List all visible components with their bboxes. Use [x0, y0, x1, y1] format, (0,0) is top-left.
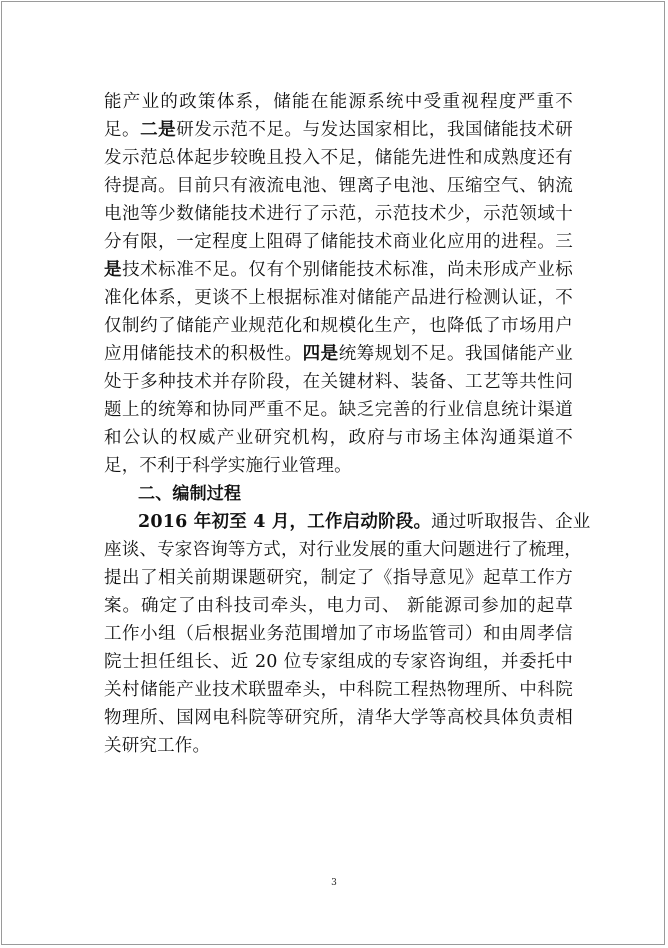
text-line: 和公认的权威产业研究机构，政府与市场主体沟通渠道不: [104, 428, 573, 448]
page-number: 3: [331, 878, 337, 888]
text-line: [104, 340, 573, 368]
text-run: 统筹规划不足。我国储能产业: [338, 344, 574, 364]
page-body: [104, 88, 591, 760]
section-heading: 二、编制过程: [138, 484, 242, 504]
text-line: [104, 256, 573, 284]
text-line: 能产业的政策体系，储能在能源系统中受重视程度严重不: [104, 92, 573, 112]
paragraph-process: [104, 508, 591, 760]
text-line: 物理所、国网电科院等研究所，清华大学等高校具体负责相: [104, 708, 573, 728]
text-run: 研发示范不足。与发达国家相比，我国储能技术研: [176, 120, 573, 140]
text-line: 待提高。目前只有液流电池、锂离子电池、压缩空气、钠流: [104, 176, 573, 196]
text-run: 应用储能技术的积极性。: [104, 344, 303, 364]
text-line: 工作小组（后根据业务范围增加了市场监管司）和由周孝信: [104, 624, 573, 644]
text-line: 案。确定了由科技司牵头，电力司、 新能源司参加的起草: [104, 596, 573, 616]
text-line: [104, 116, 573, 144]
text-line: 处于多种技术并存阶段，在关键材料、装备、工艺等共性问: [104, 372, 573, 392]
text-run: 通过听取报告、企业: [431, 512, 591, 532]
bold-marker-four: 四是: [302, 344, 339, 364]
text-line: 关村储能产业技术联盟牵头，中科院工程热物理所、中科院: [104, 680, 573, 700]
text-line: [104, 508, 591, 536]
text-line: 准化体系，更谈不上根据标准对储能产品进行检测认证，不: [104, 288, 573, 308]
text-line: 足，不利于科学实施行业管理。: [104, 456, 352, 476]
bold-marker-three: 是: [104, 260, 123, 280]
text-line: 座谈、专家咨询等方式，对行业发展的重大问题进行了梳理，: [104, 540, 582, 560]
text-line: 院士担任组长、近 20 位专家组成的专家咨询组，并委托中: [104, 652, 573, 672]
document-page: [1, 1, 665, 945]
stage-title: 2016 年初至 4 月，工作启动阶段。: [138, 512, 432, 532]
text-line: 仅制约了储能产业规范化和规模化生产，也降低了市场用户: [104, 316, 573, 336]
text-line: 分有限，一定程度上阻碍了储能技术商业化应用的进程。三: [104, 232, 573, 252]
text-line: 题上的统筹和协同严重不足。缺乏完善的行业信息统计渠道: [104, 400, 573, 420]
text-line: 关研究工作。: [104, 736, 211, 756]
text-run: 足。: [104, 120, 141, 140]
text-line: 电池等少数储能技术进行了示范，示范技术少，示范领域十: [104, 204, 573, 224]
paragraph-problems: [104, 88, 573, 480]
text-line: 发示范总体起步较晚且投入不足，储能先进性和成熟度还有: [104, 148, 573, 168]
text-line: 提出了相关前期课题研究，制定了《指导意见》起草工作方: [104, 568, 573, 588]
text-run: 技术标准不足。仅有个别储能技术标准，尚未形成产业标: [122, 260, 574, 280]
bold-marker-two: 二是: [140, 120, 177, 140]
